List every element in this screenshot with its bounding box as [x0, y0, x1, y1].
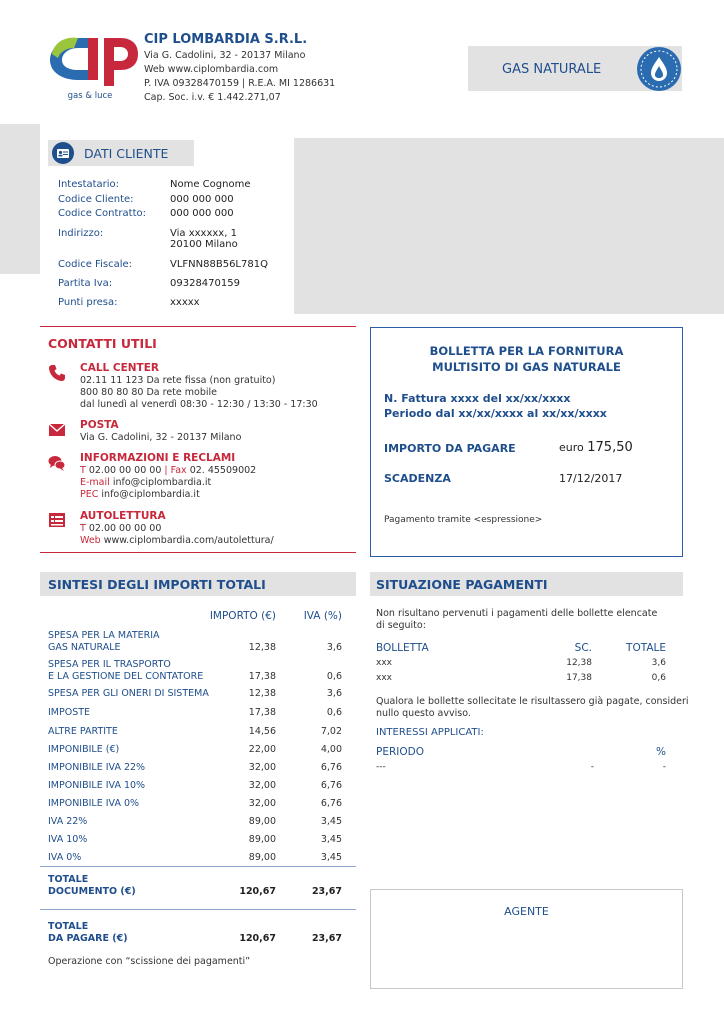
summary-row-amount: 22,00 [248, 744, 276, 755]
autolettura-phone-value: 02.00 00 00 00 [88, 523, 162, 534]
info-email-line [80, 477, 211, 488]
summary-row-label-line1: IMPONIBILE (€) [48, 744, 120, 755]
info-email-label: E-mail [80, 477, 110, 488]
gas-drop-icon [636, 46, 682, 92]
client-holder-value: Nome Cognome [170, 179, 251, 190]
amount-number: 175,50 [587, 440, 633, 455]
supply-points-label: Punti presa: [58, 297, 118, 308]
payments-intro-line1: Non risultano pervenuti i pagamenti delle bollette elencate [376, 608, 658, 619]
payments-title: SITUAZIONE PAGAMENTI [376, 577, 548, 592]
summary-row-vat: 3,6 [326, 688, 342, 699]
vat-number-label: Partita Iva: [58, 278, 113, 289]
autolettura-web-value[interactable]: www.ciplombardia.com/autolettura/ [103, 535, 274, 546]
payment-row-1-total: 3,6 [651, 658, 666, 668]
total-document-label-2: DOCUMENTO (€) [48, 886, 136, 897]
tax-code-label: Codice Fiscale: [58, 259, 132, 270]
address-window-panel [294, 138, 724, 314]
total-document-vat: 23,67 [311, 886, 342, 897]
summary-row-label-line1: IMPONIBILE IVA 0% [48, 798, 140, 809]
summary-row-amount: 32,00 [248, 798, 276, 809]
logo-tagline: gas & luce [67, 91, 113, 101]
autolettura-web-line [80, 535, 274, 546]
summary-col-amount: IMPORTO (€) [209, 610, 276, 622]
info-phone-value: 02.00 00 00 00 [88, 465, 162, 476]
payments-note-line2: nullo questo avviso. [376, 708, 471, 719]
summary-row-vat: 0,6 [326, 671, 342, 682]
payment-method-note: Pagamento tramite <espressione> [384, 515, 543, 525]
summary-row-amount: 89,00 [248, 852, 276, 863]
summary-row-label [48, 816, 87, 828]
summary-row-label-line1: SPESA PER IL TRASPORTO [48, 659, 171, 670]
payments-col-bill: BOLLETTA [376, 642, 429, 654]
payments-col-sc: SC. [574, 642, 592, 654]
summary-row-vat: 4,00 [320, 744, 342, 755]
info-complaints-title: INFORMAZIONI E RECLAMI [80, 452, 236, 464]
summary-divider-2 [40, 909, 356, 910]
summary-row-label [48, 798, 139, 810]
summary-row-label [48, 707, 90, 719]
summary-row-vat: 6,76 [320, 780, 342, 791]
interest-title: INTERESSI APPLICATI: [376, 727, 484, 738]
summary-row-amount: 32,00 [248, 762, 276, 773]
info-fax-value: 02. 45509002 [189, 465, 257, 476]
billing-period: Periodo dal xx/xx/xxxx al xx/xx/xxxx [384, 407, 607, 420]
summary-row-label-line1: ALTRE PARTITE [48, 726, 118, 737]
info-pec-line [80, 489, 200, 500]
invoice-number: N. Fattura xxxx del xx/xx/xxxx [384, 392, 571, 405]
total-pay-vat: 23,67 [311, 933, 342, 944]
summary-row-label-line1: IMPOSTE [48, 707, 91, 718]
summary-divider-1 [40, 866, 356, 867]
contract-code-label: Codice Contratto: [58, 208, 146, 219]
posta-title: POSTA [80, 419, 119, 431]
summary-row-label [48, 659, 203, 683]
address-value-line1: Via xxxxxx, 1 [170, 228, 237, 239]
client-section-title: DATI CLIENTE [84, 146, 169, 161]
bill-title-line1: BOLLETTA PER LA FORNITURA [429, 344, 624, 358]
contacts-divider-bottom [40, 552, 356, 553]
posta-address: Via G. Cadolini, 32 - 20137 Milano [80, 432, 242, 443]
total-pay-label-2: DA PAGARE (€) [48, 933, 128, 944]
summary-title: SINTESI DEGLI IMPORTI TOTALI [48, 577, 266, 592]
company-logo [44, 30, 140, 102]
payment-row-2-bill: xxx [376, 673, 392, 683]
address-value-line2: 20100 Milano [170, 239, 238, 250]
summary-row-label-line1: SPESA PER GLI ONERI DI SISTEMA [48, 688, 209, 699]
meter-reading-icon [48, 511, 66, 529]
agent-title: AGENTE [504, 905, 549, 918]
summary-row-label-line1: IMPONIBILE IVA 22% [48, 762, 146, 773]
summary-row-amount: 17,38 [248, 707, 276, 718]
amount-due-value [559, 440, 633, 455]
interest-row-mid: - [590, 762, 594, 772]
info-phone-label: T [80, 465, 86, 476]
company-vat: P. IVA 09328470159 | R.E.A. MI 1286631 [144, 78, 336, 89]
interest-row-pct: - [662, 762, 666, 772]
summary-row-amount: 17,38 [248, 671, 276, 682]
mail-icon [48, 421, 66, 439]
summary-row-label-line1: IVA 10% [48, 834, 88, 845]
total-pay-label-1: TOTALE [48, 921, 89, 932]
summary-row-vat: 7,02 [320, 726, 342, 737]
payments-note-line1: Qualora le bollette sollecitate le risultassero già pagate, consideri [376, 696, 689, 707]
client-code-value: 000 000 000 [170, 194, 234, 205]
call-center-title: CALL CENTER [80, 362, 159, 374]
summary-row-label [48, 726, 118, 738]
call-center-hours: dal lunedì al venerdì 08:30 - 12:30 / 13:30 - 17:30 [80, 399, 318, 410]
summary-row-amount: 14,56 [248, 726, 276, 737]
info-phone-fax-line [80, 465, 256, 476]
autolettura-phone-label: T [80, 523, 86, 534]
payment-row-2-total: 0,6 [651, 673, 666, 683]
summary-row-label [48, 762, 145, 774]
summary-row-label [48, 744, 119, 756]
total-document-label-1: TOTALE [48, 874, 89, 885]
payment-row-1-sc: 12,38 [566, 658, 592, 668]
summary-row-amount: 89,00 [248, 834, 276, 845]
service-label: GAS NATURALE [502, 62, 602, 77]
interest-col-period: PERIODO [376, 746, 424, 758]
summary-row-amount: 12,38 [248, 688, 276, 699]
summary-row-amount: 89,00 [248, 816, 276, 827]
summary-row-label [48, 852, 81, 864]
info-email-value[interactable]: info@ciplombardia.it [112, 477, 212, 488]
summary-row-label-line1: IMPONIBILE IVA 10% [48, 780, 146, 791]
address-label: Indirizzo: [58, 228, 104, 239]
split-payment-note: Operazione con “scissione dei pagamenti” [48, 956, 251, 967]
summary-row-amount: 12,38 [248, 642, 276, 653]
autolettura-web-label: Web [80, 535, 101, 546]
bill-title-line2: MULTISITO DI GAS NATURALE [432, 360, 621, 374]
autolettura-title: AUTOLETTURA [80, 510, 166, 522]
info-separator: | [164, 465, 168, 476]
client-holder-label: Intestatario: [58, 179, 120, 190]
summary-row-label-line2: GAS NATURALE [48, 642, 121, 653]
due-date-value: 17/12/2017 [559, 472, 623, 485]
summary-row-vat: 6,76 [320, 798, 342, 809]
summary-row-label [48, 630, 160, 654]
payment-row-2-sc: 17,38 [566, 673, 592, 683]
summary-row-amount: 32,00 [248, 780, 276, 791]
agent-box [370, 889, 683, 989]
summary-row-label-line1: IVA 22% [48, 816, 88, 827]
payment-row-1-bill: xxx [376, 658, 392, 668]
call-center-mobile: 800 80 80 80 Da rete mobile [80, 387, 217, 398]
summary-row-vat: 3,45 [320, 816, 342, 827]
summary-col-vat: IVA (%) [303, 610, 342, 622]
supply-points-value: xxxxx [170, 297, 200, 308]
vat-number-value: 09328470159 [170, 278, 240, 289]
payments-col-total: TOTALE [626, 642, 666, 654]
payments-intro-line2: di seguito: [376, 620, 426, 631]
summary-row-label-line1: SPESA PER LA MATERIA [48, 630, 160, 641]
info-pec-value[interactable]: info@ciplombardia.it [101, 489, 200, 500]
id-card-icon [52, 142, 74, 164]
company-address: Via G. Cadolini, 32 - 20137 Milano [144, 50, 306, 61]
call-center-landline: 02.11 11 123 Da rete fissa (non gratuito) [80, 375, 276, 386]
decor-strip [0, 124, 40, 274]
company-web: Web www.ciplombardia.com [144, 64, 279, 75]
summary-row-label [48, 780, 145, 792]
due-date-label: SCADENZA [384, 472, 451, 485]
interest-col-pct: % [656, 746, 666, 758]
company-capital: Cap. Soc. i.v. € 1.442.271,07 [144, 92, 281, 103]
chat-bubbles-icon [48, 454, 66, 472]
total-document-amount: 120,67 [239, 886, 276, 897]
total-pay-amount: 120,67 [239, 933, 276, 944]
summary-row-label-line1: IVA 0% [48, 852, 82, 863]
summary-row-vat: 0,6 [326, 707, 342, 718]
info-pec-label: PEC [80, 489, 99, 500]
summary-row-label-line2: E LA GESTIONE DEL CONTATORE [48, 671, 204, 682]
info-fax-label: Fax [170, 465, 187, 476]
summary-row-label [48, 688, 209, 700]
amount-currency: euro [559, 441, 584, 454]
summary-row-vat: 3,45 [320, 834, 342, 845]
summary-row-vat: 3,6 [326, 642, 342, 653]
contacts-title: CONTATTI UTILI [48, 336, 157, 351]
amount-due-label: IMPORTO DA PAGARE [384, 442, 516, 455]
company-name: CIP LOMBARDIA S.R.L. [144, 32, 308, 47]
summary-row-label [48, 834, 87, 846]
contacts-divider-top [40, 326, 356, 327]
tax-code-value: VLFNN88B56L781Q [170, 259, 268, 270]
phone-icon [48, 364, 66, 382]
interest-row-period: --- [376, 762, 386, 772]
client-code-label: Codice Cliente: [58, 194, 134, 205]
autolettura-phone-line [80, 523, 161, 534]
summary-row-vat: 3,45 [320, 852, 342, 863]
summary-row-vat: 6,76 [320, 762, 342, 773]
contract-code-value: 000 000 000 [170, 208, 234, 219]
